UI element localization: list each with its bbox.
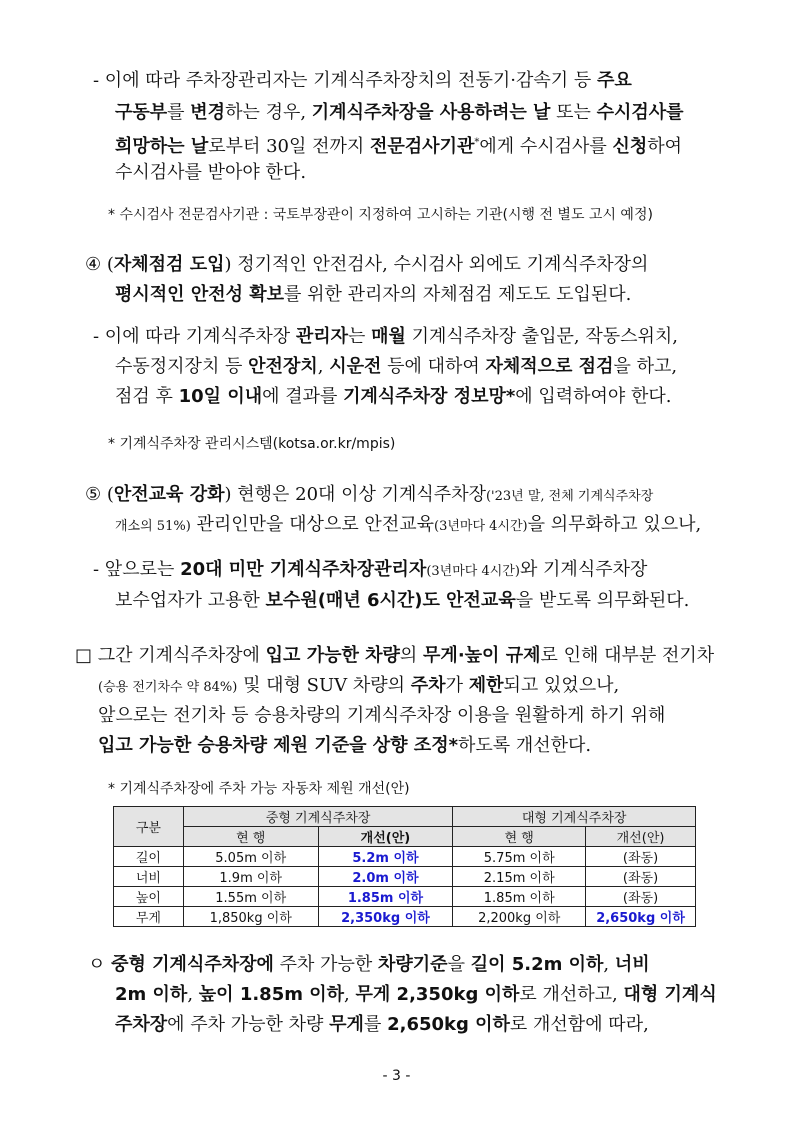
footnote: * 수시검사 전문검사기관 : 국토부장관이 지정하여 고시하는 기관(시행 전 별도 고시 예정) xyxy=(108,207,653,223)
cell: 1.55m 이하 xyxy=(183,887,318,907)
page-number: - 3 - xyxy=(382,1068,411,1084)
table-row xyxy=(114,907,696,927)
cell: 5.05m 이하 xyxy=(183,847,318,867)
text-line: (승용 전기차수 약 84%) 및 대형 SUV 차량의 주차가 제한되고 있었으나, xyxy=(98,675,620,696)
table-subheader-current: 현 행 xyxy=(453,827,586,847)
text-line: 2m 이하, 높이 1.85m 이하, 무게 2,350kg 이하로 개선하고, 대형 기계식 xyxy=(115,984,717,1005)
text-line: ㅇ 중형 기계식주차장에 주차 가능한 차량기준을 길이 5.2m 이하, 너비 xyxy=(88,954,650,975)
table-header-large: 대형 기계식주차장 xyxy=(453,807,696,827)
row-label: 높이 xyxy=(114,887,184,907)
table-caption: * 기계식주차장에 주차 가능 자동차 제원 개선(안) xyxy=(108,781,410,797)
text-line: - 이에 따라 주차장관리자는 기계식주차장치의 전동기·감속기 등 주요 xyxy=(93,70,632,91)
row-label: 무게 xyxy=(114,907,184,927)
text-line: 개소의 51%) 관리인만을 대상으로 안전교육(3년마다 4시간)을 의무화하고 있으나, xyxy=(115,514,702,535)
table-row xyxy=(114,887,696,907)
text-line: 희망하는 날로부터 30일 전까지 전문검사기관*에게 수시검사를 신청하여 xyxy=(115,136,683,157)
cell: 2,650kg 이하 xyxy=(586,907,696,927)
cell: 1.9m 이하 xyxy=(183,867,318,887)
text-line: 구동부를 변경하는 경우, 기계식주차장을 사용하려는 날 또는 수시검사를 xyxy=(115,102,684,123)
cell: (좌동) xyxy=(586,887,696,907)
cell: 1.85m 이하 xyxy=(453,887,586,907)
vehicle-spec-table xyxy=(113,806,696,927)
text-line: 점검 후 10일 이내에 결과를 기계식주차장 정보망*에 입력하여야 한다. xyxy=(115,386,672,407)
text-line: 입고 가능한 승용차량 제원 기준을 상향 조정*하도록 개선한다. xyxy=(98,735,592,756)
cell: 5.75m 이하 xyxy=(453,847,586,867)
text-line: 보수업자가 고용한 보수원(매년 6시간)도 안전교육을 받도록 의무화된다. xyxy=(115,590,690,611)
cell: 1.85m 이하 xyxy=(318,887,453,907)
table-row xyxy=(114,847,696,867)
text-line: 평시적인 안전성 확보를 위한 관리자의 자체점검 제도도 도입된다. xyxy=(115,284,632,305)
cell: 2,350kg 이하 xyxy=(318,907,453,927)
table-header-mid: 중형 기계식주차장 xyxy=(183,807,453,827)
row-label: 너비 xyxy=(114,867,184,887)
cell: 2.0m 이하 xyxy=(318,867,453,887)
text-line: □ 그간 기계식주차장에 입고 가능한 차량의 무게·높이 규제로 인해 대부분 전기차 xyxy=(75,645,715,666)
cell: (좌동) xyxy=(586,847,696,867)
table-header-category: 구분 xyxy=(114,807,184,847)
cell: 5.2m 이하 xyxy=(318,847,453,867)
row-label: 길이 xyxy=(114,847,184,867)
text-line: - 앞으로는 20대 미만 기계식주차장관리자(3년마다 4시간)와 기계식주차장 xyxy=(93,559,648,580)
footnote: * 기계식주차장 관리시스템(kotsa.or.kr/mpis) xyxy=(108,436,396,452)
text-line: ④ (자체점검 도입) 정기적인 안전검사, 수시검사 외에도 기계식주차장의 xyxy=(85,254,649,275)
text-line: 앞으로는 전기차 등 승용차량의 기계식주차장 이용을 원활하게 하기 위해 xyxy=(98,705,666,726)
text-line: ⑤ (안전교육 강화) 현행은 20대 이상 기계식주차장('23년 말, 전체 기계식주차장 xyxy=(85,484,654,505)
text-line: - 이에 따라 기계식주차장 관리자는 매월 기계식주차장 출입문, 작동스위치, xyxy=(93,326,678,347)
table-subheader-improved: 개선(안) xyxy=(586,827,696,847)
table-subheader-current: 현 행 xyxy=(183,827,318,847)
cell: 2,200kg 이하 xyxy=(453,907,586,927)
cell: 1,850kg 이하 xyxy=(183,907,318,927)
cell: 2.15m 이하 xyxy=(453,867,586,887)
table-row xyxy=(114,867,696,887)
text-line: 수동정지장치 등 안전장치, 시운전 등에 대하여 자체적으로 점검을 하고, xyxy=(115,356,678,377)
text-line: 수시검사를 받아야 한다. xyxy=(115,162,307,183)
cell: (좌동) xyxy=(586,867,696,887)
text-line: 주차장에 주차 가능한 차량 무게를 2,650kg 이하로 개선함에 따라, xyxy=(115,1014,649,1035)
table-subheader-improved: 개선(안) xyxy=(318,827,453,847)
